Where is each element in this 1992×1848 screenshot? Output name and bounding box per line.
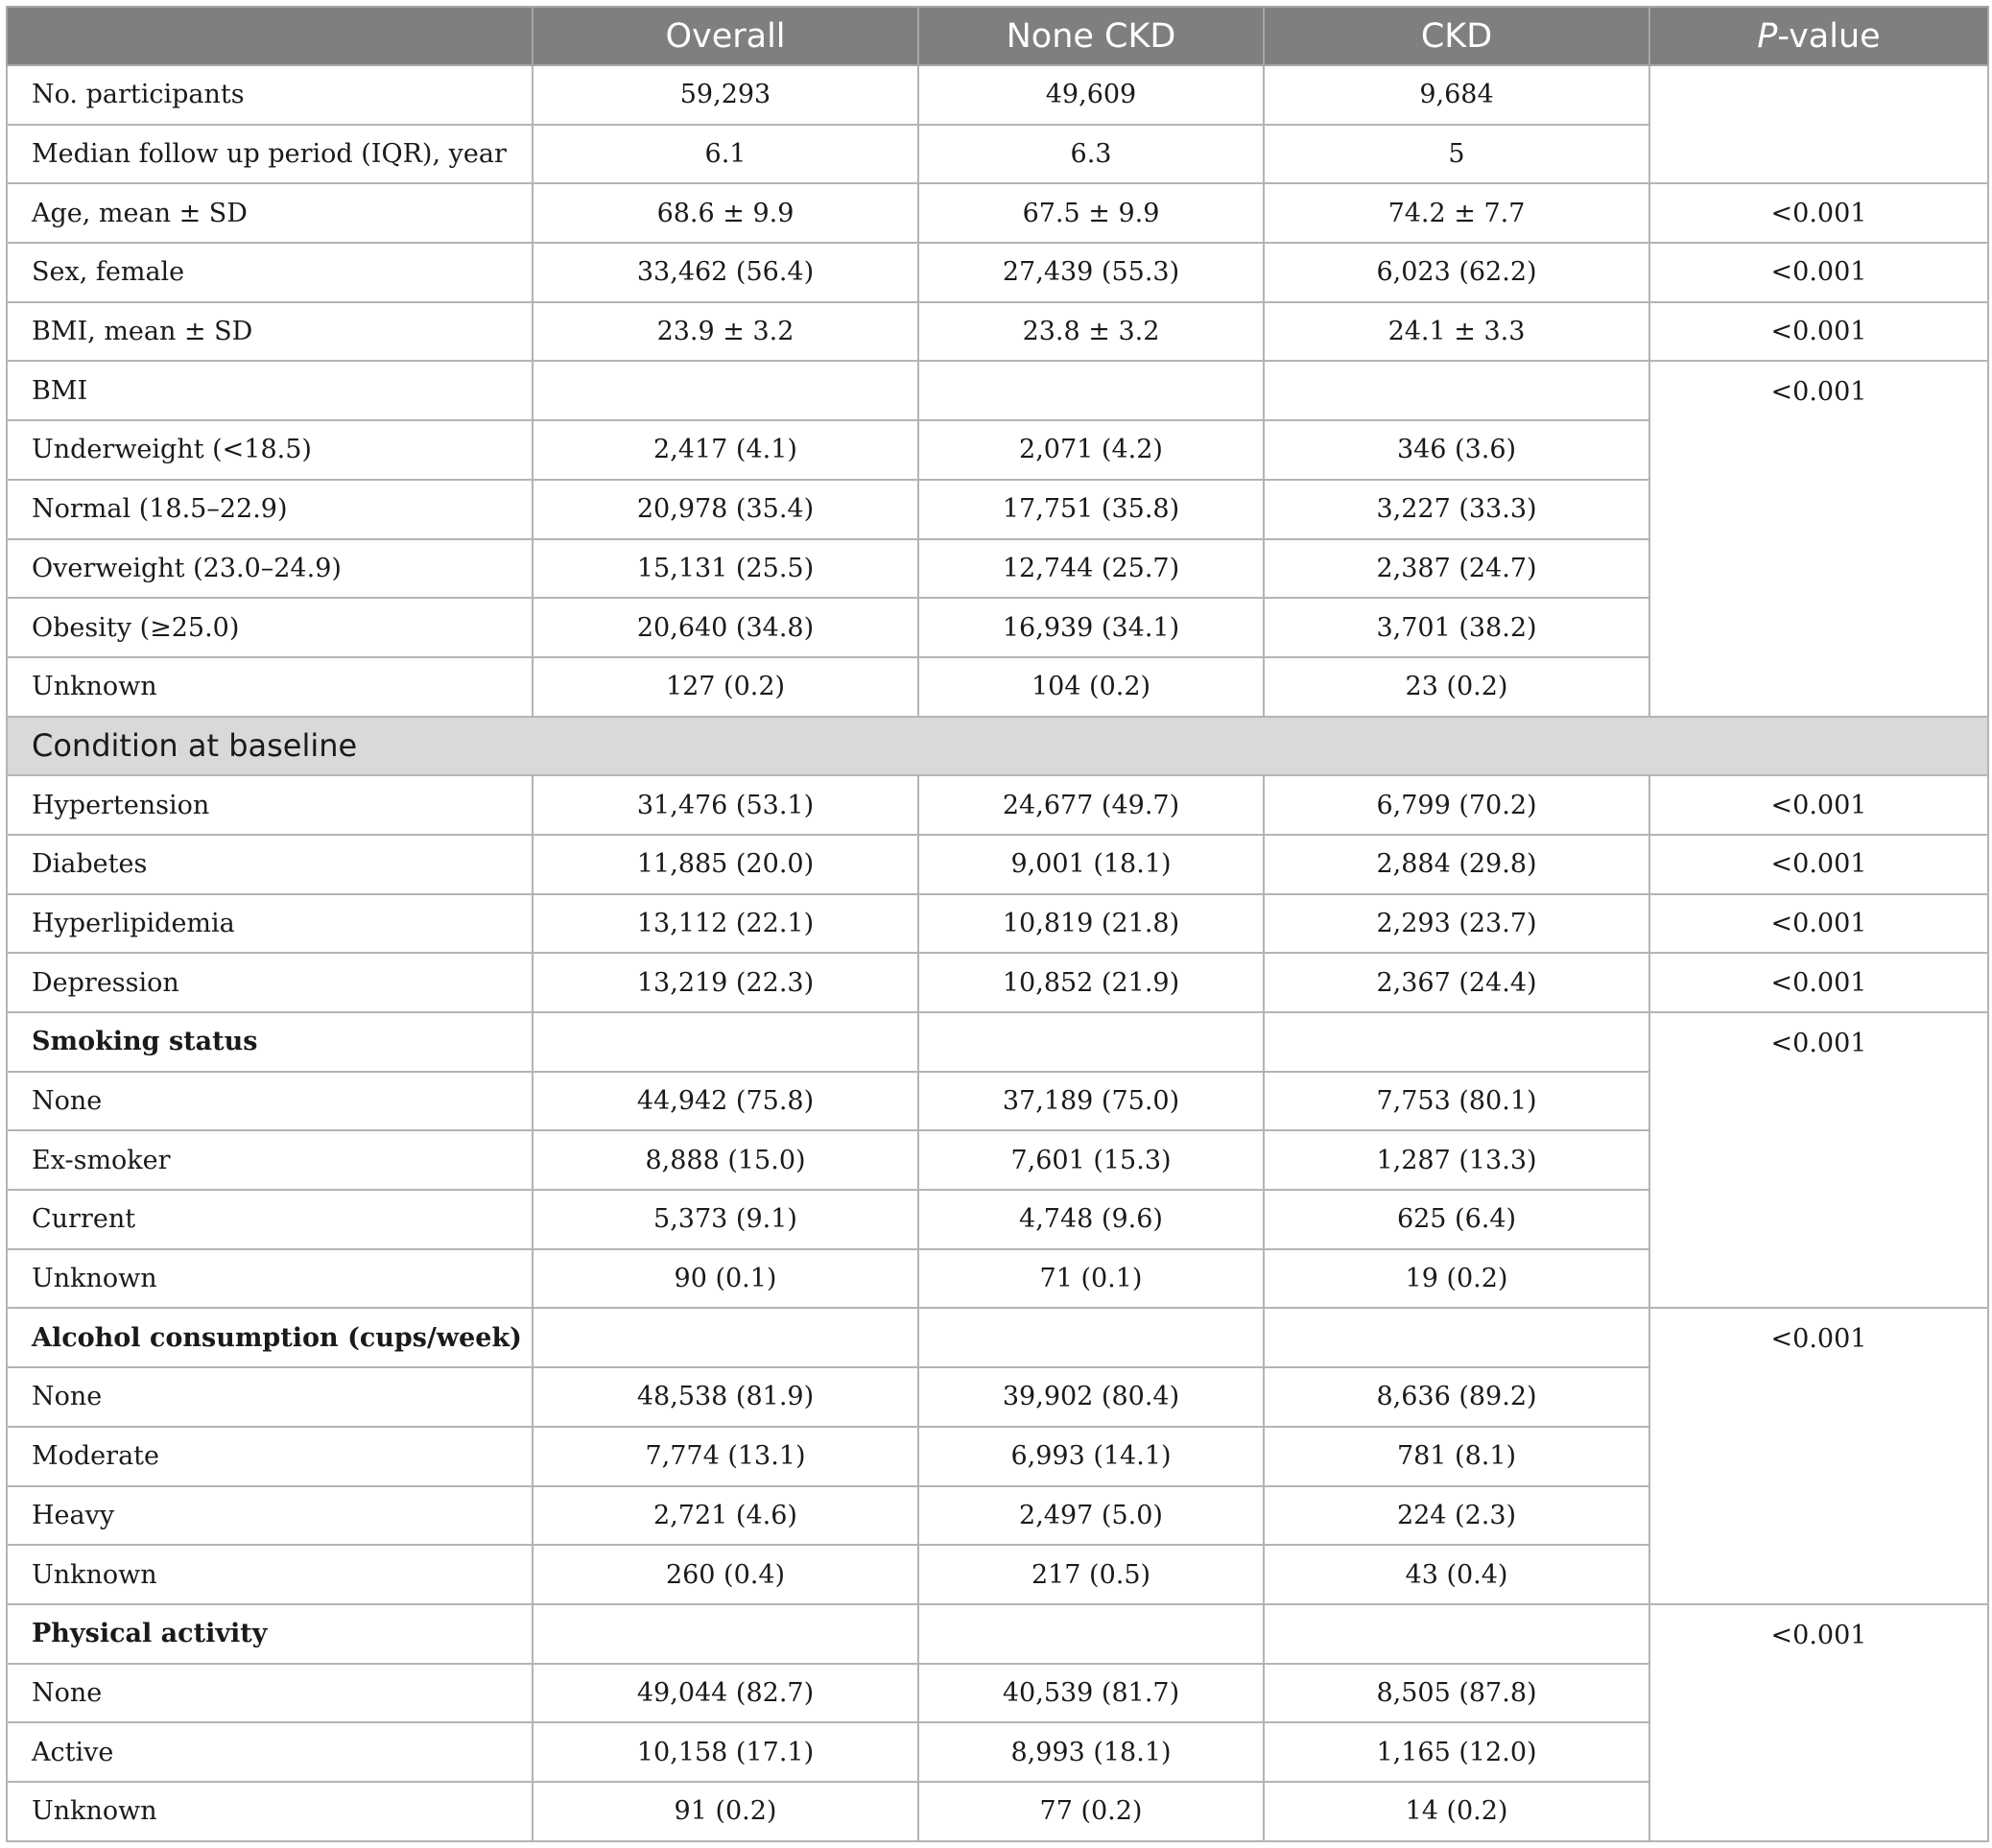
row-label-cell: Median follow up period (IQR), year (7, 125, 533, 184)
none-ckd-cell: 217 (0.5) (918, 1545, 1264, 1604)
none-ckd-cell: 7,601 (15.3) (918, 1130, 1264, 1190)
row-label-cell: None (7, 1367, 533, 1427)
row-label-cell: None (7, 1072, 533, 1131)
p-value-cell (1649, 65, 1988, 183)
ckd-cell: 224 (2.3) (1264, 1486, 1649, 1546)
row-label-cell: Age, mean ± SD (7, 183, 533, 243)
p-value-cell: <0.001 (1649, 894, 1988, 954)
row-label-cell: Underweight (<18.5) (7, 420, 533, 480)
row-label-cell: Hypertension (7, 775, 533, 835)
row-label-cell: Unknown (7, 1545, 533, 1604)
none-ckd-cell: 10,852 (21.9) (918, 953, 1264, 1012)
row-label-cell: Alcohol consumption (cups/week) (7, 1308, 533, 1367)
row-label-cell: Sex, female (7, 243, 533, 302)
none-ckd-cell: 10,819 (21.8) (918, 894, 1264, 954)
none-ckd-cell: 6.3 (918, 125, 1264, 184)
row-label-cell: Obesity (≥25.0) (7, 598, 533, 657)
row-label-cell: Diabetes (7, 835, 533, 894)
none-ckd-cell: 9,001 (18.1) (918, 835, 1264, 894)
characteristics-table (6, 6, 1989, 1842)
row-label-cell: BMI, mean ± SD (7, 302, 533, 362)
header-row (7, 7, 1988, 65)
table-row (7, 361, 1988, 420)
none-ckd-cell (918, 1604, 1264, 1664)
none-ckd-cell: 12,744 (25.7) (918, 539, 1264, 599)
none-ckd-cell: 40,539 (81.7) (918, 1664, 1264, 1723)
overall-cell: 15,131 (25.5) (533, 539, 918, 599)
ckd-cell: 1,287 (13.3) (1264, 1130, 1649, 1190)
p-value-cell: <0.001 (1649, 835, 1988, 894)
overall-cell: 5,373 (9.1) (533, 1190, 918, 1249)
overall-cell: 31,476 (53.1) (533, 775, 918, 835)
none-ckd-cell: 2,497 (5.0) (918, 1486, 1264, 1546)
none-ckd-cell: 104 (0.2) (918, 657, 1264, 717)
overall-cell: 23.9 ± 3.2 (533, 302, 918, 362)
overall-cell: 13,112 (22.1) (533, 894, 918, 954)
none-ckd-cell: 49,609 (918, 65, 1264, 125)
overall-cell: 127 (0.2) (533, 657, 918, 717)
p-value-cell: <0.001 (1649, 775, 1988, 835)
none-ckd-cell (918, 1012, 1264, 1072)
header-label (7, 7, 533, 65)
row-label-cell: Unknown (7, 1249, 533, 1309)
overall-cell: 20,640 (34.8) (533, 598, 918, 657)
row-label-cell: Active (7, 1722, 533, 1782)
ckd-cell: 2,884 (29.8) (1264, 835, 1649, 894)
none-ckd-cell: 6,993 (14.1) (918, 1427, 1264, 1486)
row-label-cell: Heavy (7, 1486, 533, 1546)
ckd-cell: 43 (0.4) (1264, 1545, 1649, 1604)
none-ckd-cell: 67.5 ± 9.9 (918, 183, 1264, 243)
row-label-cell: Unknown (7, 657, 533, 717)
row-label-cell: Physical activity (7, 1604, 533, 1664)
none-ckd-cell (918, 1308, 1264, 1367)
overall-cell: 2,417 (4.1) (533, 420, 918, 480)
overall-cell: 10,158 (17.1) (533, 1722, 918, 1782)
row-label-cell: Hyperlipidemia (7, 894, 533, 954)
row-label-cell: Smoking status (7, 1012, 533, 1072)
none-ckd-cell: 17,751 (35.8) (918, 480, 1264, 539)
ckd-cell (1264, 1604, 1649, 1664)
p-value-cell: <0.001 (1649, 1308, 1988, 1603)
overall-cell (533, 1604, 918, 1664)
overall-cell (533, 361, 918, 420)
overall-cell: 33,462 (56.4) (533, 243, 918, 302)
table-row (7, 775, 1988, 835)
overall-cell: 20,978 (35.4) (533, 480, 918, 539)
p-value-cell: <0.001 (1649, 361, 1988, 716)
overall-cell: 91 (0.2) (533, 1782, 918, 1841)
ckd-cell: 7,753 (80.1) (1264, 1072, 1649, 1131)
none-ckd-cell: 8,993 (18.1) (918, 1722, 1264, 1782)
p-value-cell: <0.001 (1649, 302, 1988, 362)
table-row (7, 1308, 1988, 1367)
row-label-cell: Normal (18.5–22.9) (7, 480, 533, 539)
overall-cell: 6.1 (533, 125, 918, 184)
none-ckd-cell: 23.8 ± 3.2 (918, 302, 1264, 362)
ckd-cell: 24.1 ± 3.3 (1264, 302, 1649, 362)
overall-cell: 7,774 (13.1) (533, 1427, 918, 1486)
table-row (7, 243, 1988, 302)
overall-cell: 8,888 (15.0) (533, 1130, 918, 1190)
table-row (7, 1604, 1988, 1664)
p-value-cell: <0.001 (1649, 243, 1988, 302)
none-ckd-cell: 27,439 (55.3) (918, 243, 1264, 302)
ckd-cell: 8,636 (89.2) (1264, 1367, 1649, 1427)
overall-cell: 48,538 (81.9) (533, 1367, 918, 1427)
ckd-cell: 5 (1264, 125, 1649, 184)
ckd-cell: 625 (6.4) (1264, 1190, 1649, 1249)
ckd-cell (1264, 1308, 1649, 1367)
none-ckd-cell: 2,071 (4.2) (918, 420, 1264, 480)
overall-cell: 59,293 (533, 65, 918, 125)
none-ckd-cell: 77 (0.2) (918, 1782, 1264, 1841)
ckd-cell (1264, 1012, 1649, 1072)
ckd-cell: 1,165 (12.0) (1264, 1722, 1649, 1782)
row-label-cell: Current (7, 1190, 533, 1249)
row-label-cell: None (7, 1664, 533, 1723)
header-p-rest: -value (1777, 16, 1881, 56)
overall-cell (533, 1308, 918, 1367)
overall-cell: 90 (0.1) (533, 1249, 918, 1309)
table-row (7, 65, 1988, 125)
table-row (7, 183, 1988, 243)
overall-cell: 44,942 (75.8) (533, 1072, 918, 1131)
p-value-cell: <0.001 (1649, 183, 1988, 243)
ckd-cell: 2,387 (24.7) (1264, 539, 1649, 599)
none-ckd-cell (918, 361, 1264, 420)
header-overall: Overall (533, 7, 918, 65)
p-value-cell: <0.001 (1649, 953, 1988, 1012)
ckd-cell (1264, 361, 1649, 420)
ckd-cell: 2,367 (24.4) (1264, 953, 1649, 1012)
row-label-cell: Ex-smoker (7, 1130, 533, 1190)
row-label-cell: Depression (7, 953, 533, 1012)
ckd-cell: 23 (0.2) (1264, 657, 1649, 717)
none-ckd-cell: 4,748 (9.6) (918, 1190, 1264, 1249)
row-label-cell: BMI (7, 361, 533, 420)
ckd-cell: 9,684 (1264, 65, 1649, 125)
table-row (7, 894, 1988, 954)
none-ckd-cell: 71 (0.1) (918, 1249, 1264, 1309)
row-label-cell: Overweight (23.0–24.9) (7, 539, 533, 599)
header-p-italic: P (1757, 16, 1778, 56)
table-row (7, 302, 1988, 362)
ckd-cell: 2,293 (23.7) (1264, 894, 1649, 954)
ckd-cell: 14 (0.2) (1264, 1782, 1649, 1841)
table-row (7, 953, 1988, 1012)
none-ckd-cell: 24,677 (49.7) (918, 775, 1264, 835)
ckd-cell: 781 (8.1) (1264, 1427, 1649, 1486)
overall-cell (533, 1012, 918, 1072)
row-label-cell: No. participants (7, 65, 533, 125)
none-ckd-cell: 16,939 (34.1) (918, 598, 1264, 657)
none-ckd-cell: 37,189 (75.0) (918, 1072, 1264, 1131)
ckd-cell: 3,227 (33.3) (1264, 480, 1649, 539)
header-p-value (1649, 7, 1988, 65)
header-none-ckd: None CKD (918, 7, 1264, 65)
overall-cell: 68.6 ± 9.9 (533, 183, 918, 243)
ckd-cell: 346 (3.6) (1264, 420, 1649, 480)
overall-cell: 13,219 (22.3) (533, 953, 918, 1012)
ckd-cell: 3,701 (38.2) (1264, 598, 1649, 657)
table-row (7, 835, 1988, 894)
row-label-cell: Unknown (7, 1782, 533, 1841)
p-value-cell: <0.001 (1649, 1604, 1988, 1841)
ckd-cell: 74.2 ± 7.7 (1264, 183, 1649, 243)
overall-cell: 260 (0.4) (533, 1545, 918, 1604)
ckd-cell: 19 (0.2) (1264, 1249, 1649, 1309)
row-label-cell: Moderate (7, 1427, 533, 1486)
section-row (7, 717, 1988, 776)
ckd-cell: 6,023 (62.2) (1264, 243, 1649, 302)
section-title: Condition at baseline (7, 717, 1988, 776)
ckd-cell: 8,505 (87.8) (1264, 1664, 1649, 1723)
overall-cell: 49,044 (82.7) (533, 1664, 918, 1723)
header-ckd: CKD (1264, 7, 1649, 65)
p-value-cell: <0.001 (1649, 1012, 1988, 1308)
overall-cell: 11,885 (20.0) (533, 835, 918, 894)
none-ckd-cell: 39,902 (80.4) (918, 1367, 1264, 1427)
table-row (7, 1012, 1988, 1072)
ckd-cell: 6,799 (70.2) (1264, 775, 1649, 835)
overall-cell: 2,721 (4.6) (533, 1486, 918, 1546)
